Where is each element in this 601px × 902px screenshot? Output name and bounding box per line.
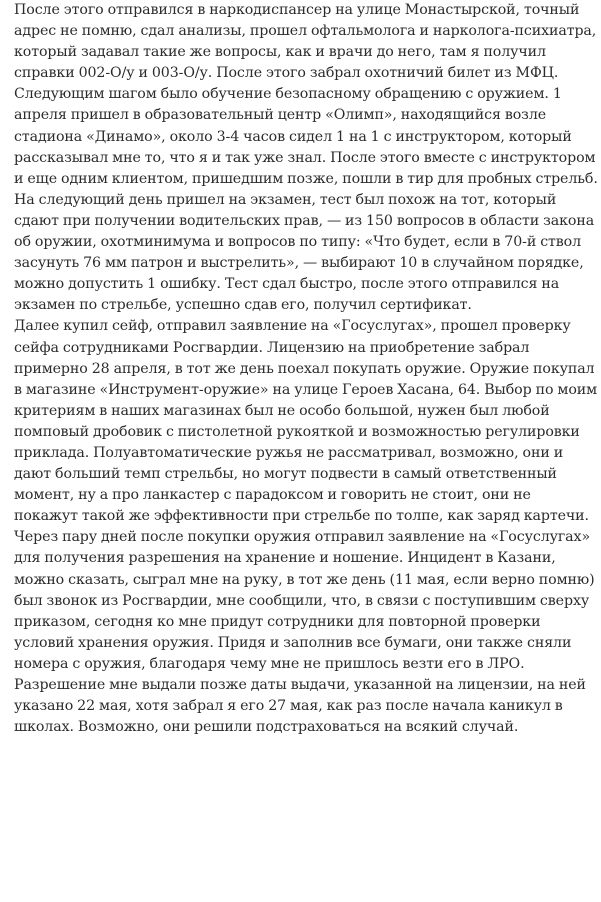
article-body: [14, 0, 598, 738]
article-paragraph-4: Через пару дней после покупки оружия отправил заявление на «Госуслугах» для получения разрешения на хранение и ношение. Инцидент в Казани, можно сказать, сыграл мне на руку, в тот же день (11 мая, если верно помню) был звонок из Росгвардии, мне сообщили, что, в связи с поступившим сверху приказом, сегодня ко мне придут сотрудники для повторной проверки условий хранения оружия. Придя и заполнив все бумаги, они также сняли номера с оружия, благодаря чему мне не пришлось везти его в ЛРО. Разрешение мне выдали позже даты выдачи, указанной на лицензии, на ней указано 22 мая, хотя забрал я его 27 мая, как раз после начала каникул в школах. Возможно, они решили подстраховаться на всякий случай.: [14, 529, 595, 736]
article-paragraph-1: После этого отправился в наркодиспансер на улице Монастырской, точный адрес не помню, сдал анализы, прошел офтальмолога и нарколога-психиатра, который задавал такие же вопросы, как и врачи до него, там я получил справки 002-О/у и 003-О/у. После этого забрал охотничий билет из МФЦ.: [14, 2, 597, 82]
article-paragraph-2: Следующим шагом было обучение безопасному обращению с оружием. 1 апреля пришел в образовательный центр «Олимп», находящийся возле стадиона «Динамо», около 3-4 часов сидел 1 на 1 с инструктором, который рассказывал мне то, что я и так уже знал. После этого вместе с инструктором и еще одним клиентом, пришедшим позже, пошли в тир для пробных стрельб. На следующий день пришел на экзамен, тест был похож на тот, который сдают при получении водительских прав, — из 150 вопросов в области закона об оружии, охотминимума и вопросов по типу: «Что будет, если в 70-й ствол засунуть 76 мм патрон и выстрелить», — выбирают 10 в случайном порядке, можно допустить 1 ошибку. Тест сдал быстро, после этого отправился на экзамен по стрельбе, успешно сдав его, получил сертификат.: [14, 86, 598, 314]
article-paragraph-3: Далее купил сейф, отправил заявление на «Госуслугах», прошел проверку сейфа сотрудниками Росгвардии. Лицензию на приобретение забрал примерно 28 апреля, в тот же день поехал покупать оружие. Оружие покупал в магазине «Инструмент-оружие» на улице Героев Хасана, 64. Выбор по моим критериям в наших магазинах был не особо большой, нужен был любой помповый дробовик с пистолетной рукояткой и возможностью регулировки приклада. Полуавтоматические ружья не рассматривал, возможно, они и дают больший темп стрельбы, но могут подвести в самый ответственный момент, ну а про ланкастер с парадоксом и говорить не стоит, они не покажут такой же эффективности при стрельбе по толпе, как заряд картечи.: [14, 318, 598, 525]
